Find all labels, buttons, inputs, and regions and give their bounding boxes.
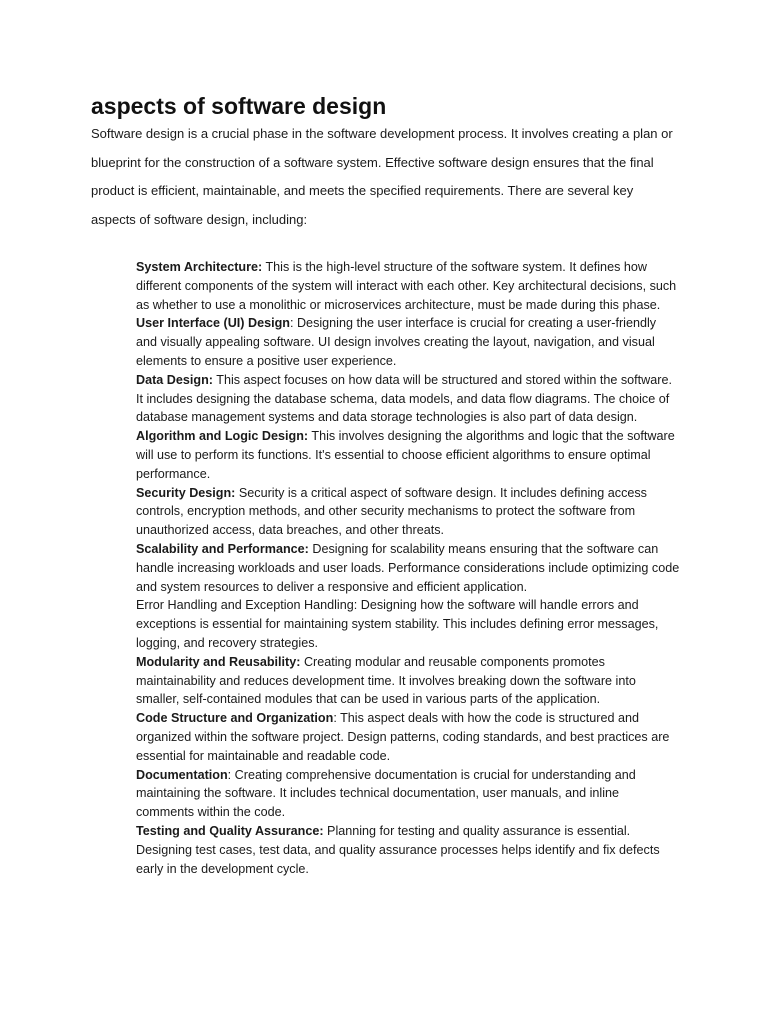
aspect-testing-qa xyxy=(136,822,680,878)
aspect-text: This aspect focuses on how data will be structured and stored within the software. It includes designing the database schema, data models, and data flow diagrams. The choice of database management systems and data storage technologies is also part of data design. xyxy=(136,372,672,425)
aspect-data-design xyxy=(136,371,680,427)
aspect-text: : Creating comprehensive documentation is crucial for understanding and maintaining the software. It includes technical documentation, user manuals, and inline comments within the code. xyxy=(136,767,636,820)
aspect-text: Security is a critical aspect of software design. It includes defining access controls, encryption methods, and other security mechanisms to protect the software from unauthorized access, data breaches, and other threats. xyxy=(136,485,647,538)
aspect-text: This is the high-level structure of the software system. It defines how different components of the system will interact with each other. Key architectural decisions, such as whether to use a monolithic or microservices architecture, must be made during this phase. xyxy=(136,260,677,312)
aspect-term: Scalability and Performance: xyxy=(136,541,309,556)
aspect-text: Planning for testing and quality assurance is essential. Designing test cases, test data, and quality assurance processes helps identify and fix defects early in the development cycle. xyxy=(136,823,660,876)
aspect-code-structure xyxy=(136,709,680,765)
aspect-term: Security Design: xyxy=(136,485,236,500)
aspect-modularity-reusability xyxy=(136,653,680,709)
aspect-text: : Designing the user interface is crucial for creating a user-friendly and visually appealing software. UI design involves creating the layout, navigation, and visual elements to ensure a positive user experience. xyxy=(136,316,657,368)
aspect-term: Modularity and Reusability: xyxy=(136,654,301,669)
aspect-term: Algorithm and Logic Design: xyxy=(136,429,309,444)
intro-paragraph: Software design is a crucial phase in the software development process. It involves creating a plan or blueprint for the construction of a software system. Effective software design ensures that the final product is efficient, maintainable, and meets the specified requirements. There are several key aspects of software design, including: xyxy=(91,126,673,227)
aspect-text: Designing for scalability means ensuring that the software can handle increasing workloads and user loads. Performance considerations include optimizing code and system resources to deliver a responsive and efficient application. xyxy=(136,541,680,594)
aspect-ui-design xyxy=(136,314,680,370)
aspect-term: System Architecture: xyxy=(136,260,263,274)
aspect-security-design xyxy=(136,484,680,540)
aspect-algorithm-logic-design xyxy=(136,427,680,483)
aspect-term: Documentation xyxy=(136,767,228,782)
aspect-term: Code Structure and Organization xyxy=(136,711,334,726)
aspect-text: Creating modular and reusable components promotes maintainability and reduces development time. It involves breaking down the software into smaller, self-contained modules that can be used in various parts of the application. xyxy=(136,654,636,707)
aspect-text: Error Handling and Exception Handling: Designing how the software will handle errors and exceptions is essential for maintaining system stability. This includes defining error messages, logging, and recovery strategies. xyxy=(136,598,659,650)
aspect-term: Testing and Quality Assurance: xyxy=(136,823,324,838)
aspect-term: Data Design: xyxy=(136,372,213,387)
aspect-term: User Interface (UI) Design xyxy=(136,316,290,331)
aspect-scalability-performance xyxy=(136,540,680,596)
aspect-text: This involves designing the algorithms and logic that the software will use to perform its functions. It's essential to choose efficient algorithms to ensure optimal performance. xyxy=(136,429,675,481)
aspect-documentation xyxy=(136,766,680,822)
aspects-list xyxy=(136,258,680,878)
aspect-system-architecture xyxy=(136,258,680,314)
aspect-text: : This aspect deals with how the code is structured and organized within the software project. Design patterns, coding standards, and best practices are essential for maintainable and readable code. xyxy=(136,711,670,763)
aspect-error-handling xyxy=(136,596,680,652)
page-title: aspects of software design xyxy=(91,93,387,119)
